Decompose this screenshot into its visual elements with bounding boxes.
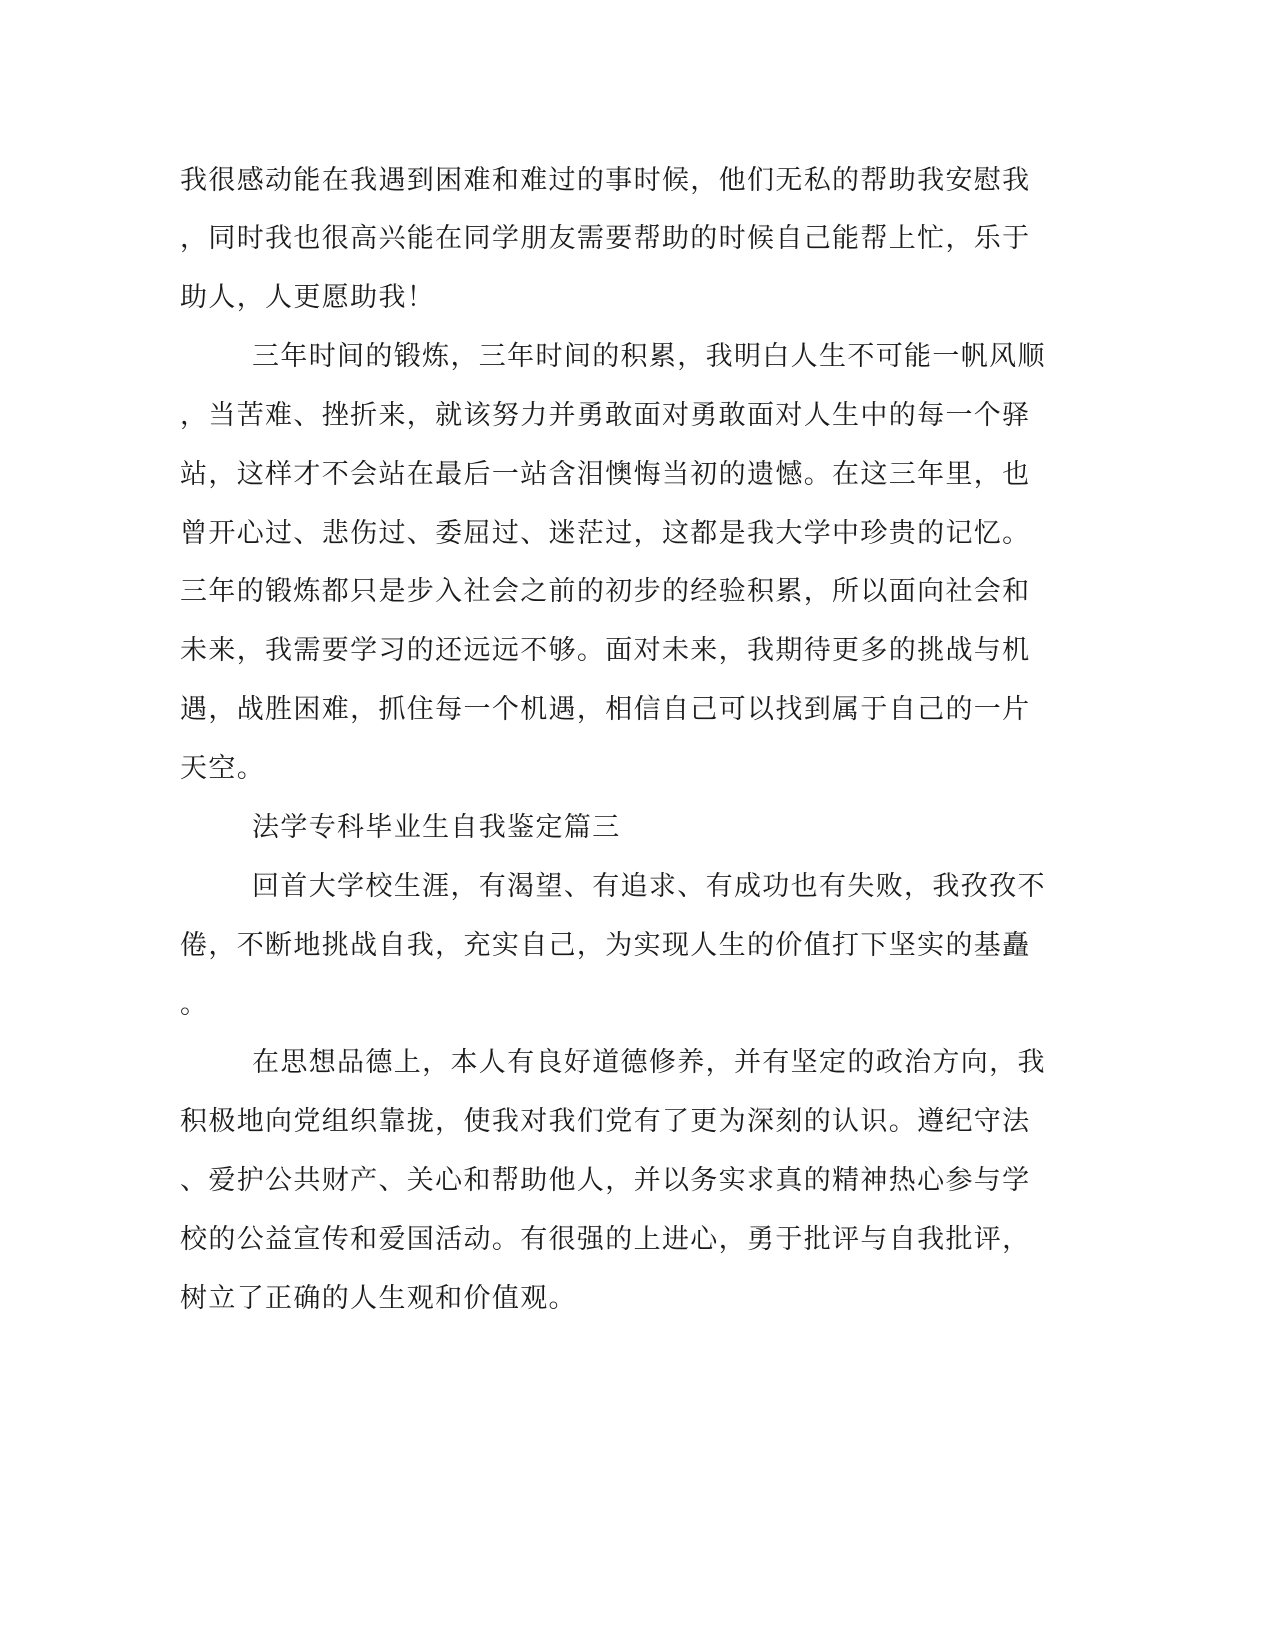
text-line: 、爱护公共财产、关心和帮助他人，并以务实求真的精神热心参与学 (180, 1165, 1031, 1196)
text-line: ，当苦难、挫折来，就该努力并勇敢面对勇敢面对人生中的每一个驿 (180, 400, 1031, 431)
section-heading: 法学专科毕业生自我鉴定篇三 (252, 812, 621, 843)
text-line: 站，这样才不会站在最后一站含泪懊悔当初的遗憾。在这三年里，也 (180, 459, 1031, 490)
text-line: 曾开心过、悲伤过、委屈过、迷茫过，这都是我大学中珍贵的记忆。 (180, 518, 1031, 549)
text-line: 我很感动能在我遇到困难和难过的事时候，他们无私的帮助我安慰我 (180, 165, 1031, 196)
text-line: 三年的锻炼都只是步入社会之前的初步的经验积累，所以面向社会和 (180, 576, 1031, 607)
text-line: 在思想品德上，本人有良好道德修养，并有坚定的政治方向，我 (252, 1047, 1046, 1078)
text-line: 回首大学校生涯，有渴望、有追求、有成功也有失败，我孜孜不 (252, 871, 1046, 902)
text-line: ，同时我也很高兴能在同学朋友需要帮助的时候自己能帮上忙，乐于 (180, 223, 1031, 254)
text-line: 树立了正确的人生观和价值观。 (180, 1283, 577, 1314)
text-line: 积极地向党组织靠拢，使我对我们党有了更为深刻的认识。遵纪守法 (180, 1106, 1031, 1137)
text-line: 。 (180, 989, 209, 1020)
text-line: 助人，人更愿助我！ (180, 282, 436, 313)
text-line: 天空。 (180, 753, 266, 784)
text-line: 遇，战胜困难，抓住每一个机遇，相信自己可以找到属于自己的一片 (180, 694, 1031, 725)
text-line: 三年时间的锻炼，三年时间的积累，我明白人生不可能一帆风顺 (252, 341, 1046, 372)
text-line: 倦，不断地挑战自我，充实自己，为实现人生的价值打下坚实的基矗 (180, 930, 1031, 961)
text-line: 未来，我需要学习的还远远不够。面对未来，我期待更多的挑战与机 (180, 635, 1031, 666)
text-line: 校的公益宣传和爱国活动。有很强的上进心，勇于批评与自我批评， (180, 1224, 1031, 1255)
